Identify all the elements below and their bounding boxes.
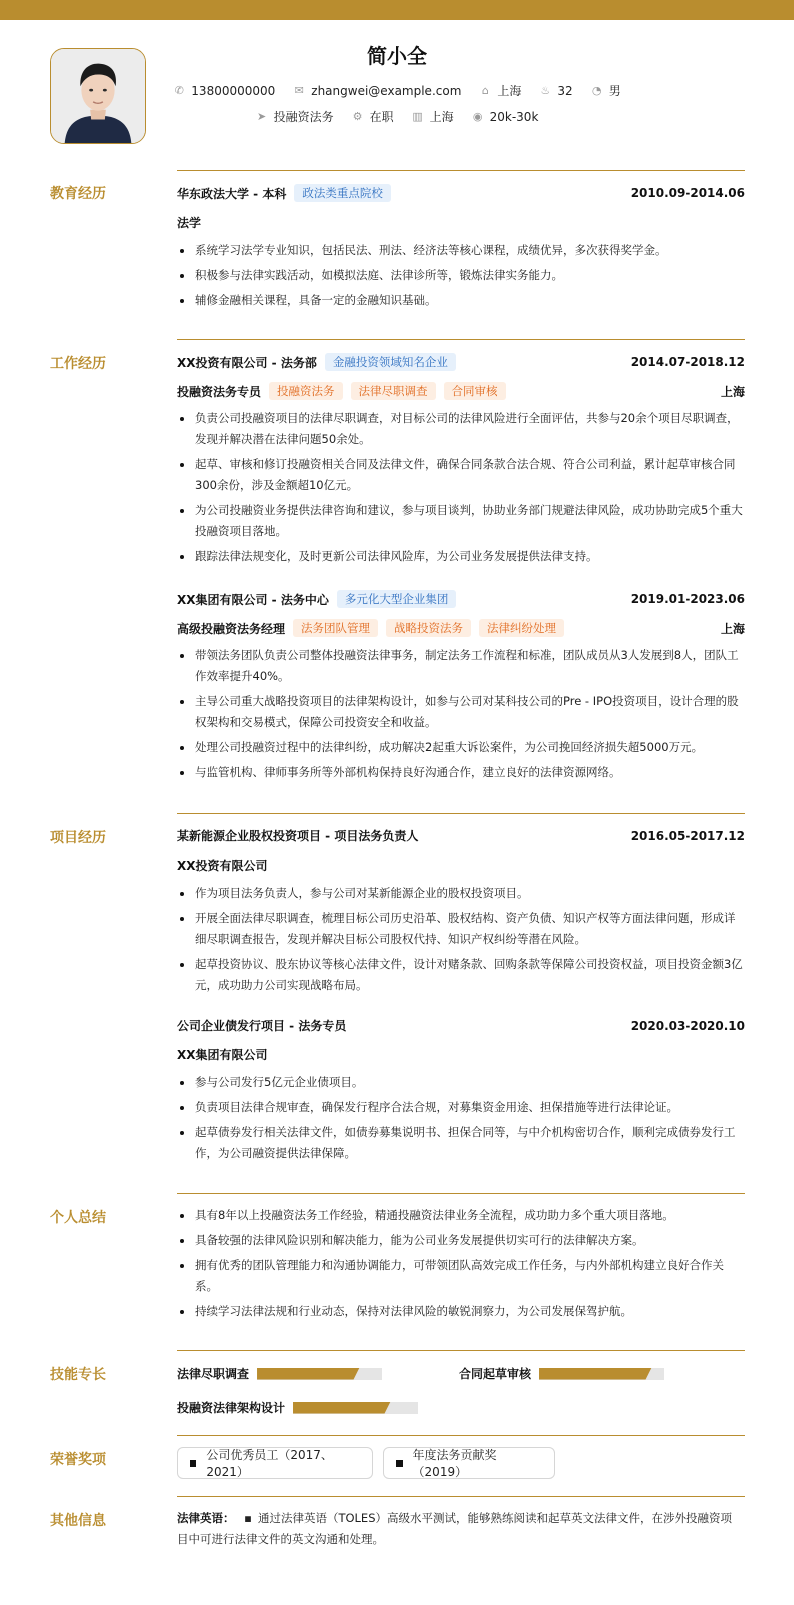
square-bullet-icon: [396, 1460, 403, 1467]
target-job-text: 投融资法务: [273, 110, 334, 124]
divider: [177, 1350, 745, 1351]
section-title-education: 教育经历: [50, 186, 106, 202]
send-icon: ➤: [256, 110, 267, 123]
age-item: [539, 82, 572, 99]
other-info: [177, 1508, 737, 1550]
section-title-other: 其他信息: [50, 1513, 106, 1529]
education-major: [177, 214, 745, 231]
intent-row: [0, 108, 794, 125]
company-tag: 金融投资领域知名企业: [325, 353, 456, 371]
target-city-item: [412, 108, 454, 125]
project-name: 公司企业债发行项目 - 法务专员: [177, 1019, 347, 1033]
list-item: 处理公司投融资过程中的法律纠纷，成功解决2起重大诉讼案件，为公司挽回经济损失超5000万元。: [177, 737, 745, 758]
divider: [177, 170, 745, 171]
work-header: [177, 353, 745, 371]
list-item: 起草、审核和修订投融资相关合同及法律文件，确保合同条款合法合规、符合公司利益，累计起草审核合同300余份，涉及金额超10亿元。: [177, 454, 745, 496]
project-name: 某新能源企业股权投资项目 - 项目法务负责人: [177, 829, 419, 843]
project-org: [177, 1046, 745, 1063]
section-title-project: 项目经历: [50, 830, 106, 846]
project-org: [177, 857, 745, 874]
job-title: 投融资法务专员: [177, 384, 262, 399]
summary-bullets: [177, 1205, 745, 1326]
city-text: 上海: [497, 84, 522, 98]
honor-text: 年度法务贡献奖（2019）: [412, 1448, 497, 1479]
list-item: 辅修金融相关课程，具备一定的金融知识基础。: [177, 290, 745, 311]
skill-bar: [539, 1368, 664, 1380]
project-date: 2016.05-2017.12: [630, 828, 745, 843]
job-title: 高级投融资法务经理: [177, 621, 286, 636]
company-name: XX集团有限公司 - 法务中心: [177, 592, 329, 607]
skill-bar: [293, 1402, 418, 1414]
money-icon: ◉: [472, 110, 483, 123]
status-item: [352, 108, 394, 125]
project-header: [177, 827, 745, 844]
skill-bar-fill: [257, 1368, 360, 1380]
salary-item: [472, 108, 539, 125]
project-date: 2020.03-2020.10: [630, 1018, 745, 1033]
email-item: [293, 82, 461, 99]
gender-item: [591, 82, 621, 99]
skill-item: [177, 1399, 418, 1416]
major-text: 法学: [177, 216, 202, 230]
list-item: 拥有优秀的团队管理能力和沟通协调能力，可带领团队高效完成工作任务，与内外部机构建立良好合作关系。: [177, 1255, 745, 1297]
section-title-skills: 技能专长: [50, 1367, 106, 1383]
list-item: 具有8年以上投融资法务工作经验，精通投融资法律业务全流程，成功助力多个重大项目落地。: [177, 1205, 745, 1226]
phone-item: [173, 82, 275, 99]
project-bullets: [177, 883, 745, 1000]
list-item: 开展全面法律尽职调查，梳理目标公司历史沿革、股权结构、资产负债、知识产权等方面法律问题，形成详细尽职调查报告，发现并解决目标公司股权代持、知识产权纠纷等潜在风险。: [177, 908, 745, 950]
list-item: 系统学习法学专业知识，包括民法、刑法、经济法等核心课程，成绩优异，多次获得奖学金。: [177, 240, 745, 261]
top-accent-bar: [0, 0, 794, 20]
city-item: [479, 82, 521, 99]
salary-text: 20k-30k: [489, 109, 539, 124]
list-item: 为公司投融资业务提供法律咨询和建议，参与项目谈判，协助业务部门规避法律风险，成功协助完成5个重大投融资项目落地。: [177, 500, 745, 542]
other-text: 通过法律英语（TOLES）高级水平测试，能够熟练阅读和起草英文法律文件，在涉外投融资项目中可进行法律文件的英文沟通和处理。: [177, 1511, 732, 1546]
education-bullets: [177, 240, 745, 315]
email-text: zhangwei@example.com: [311, 83, 462, 98]
skill-bar: [257, 1368, 382, 1380]
list-item: 主导公司重大战略投资项目的法律架构设计，如参与公司对某科技公司的Pre - IPO投资项目，设计合理的股权架构和交易模式，保障公司投资安全和收益。: [177, 691, 745, 733]
skill-bar-fill: [539, 1368, 652, 1380]
building-icon: ▥: [412, 110, 423, 123]
work-role: [177, 619, 745, 637]
work-date: 2014.07-2018.12: [630, 355, 745, 369]
work-date: 2019.01-2023.06: [630, 592, 745, 606]
work-role: [177, 382, 745, 400]
education-header: [177, 184, 745, 202]
age-text: 32: [557, 83, 573, 98]
skill-tag: 投融资法务: [269, 382, 343, 400]
skill-bar-fill: [293, 1402, 391, 1414]
home-icon: ⌂: [481, 84, 489, 97]
gender-icon: ◔: [591, 84, 602, 97]
list-item: 持续学习法律法规和行业动态，保持对法律风险的敏锐洞察力，为公司发展保驾护航。: [177, 1301, 745, 1322]
skill-name: 投融资法律架构设计: [177, 1401, 286, 1415]
list-item: 起草投资协议、股东协议等核心法律文件，设计对赌条款、回购条款等保障公司投资权益，项目投资金额3亿元，成功助力公司实现战略布局。: [177, 954, 745, 996]
list-item: 负责项目法律合规审查，确保发行程序合法合规，对募集资金用途、担保措施等进行法律论证。: [177, 1097, 745, 1118]
company-tag: 多元化大型企业集团: [337, 590, 457, 608]
status-text: 在职: [369, 110, 394, 124]
divider: [177, 339, 745, 340]
phone-text: 13800000000: [191, 83, 276, 98]
school-tag: 政法类重点院校: [294, 184, 391, 202]
list-item: 积极参与法律实践活动，如模拟法庭、法律诊所等，锻炼法律实务能力。: [177, 265, 745, 286]
divider: [177, 1496, 745, 1497]
list-item: 跟踪法律法规变化，及时更新公司法律风险库，为公司业务发展提供法律支持。: [177, 546, 745, 567]
list-item: 具备较强的法律风险识别和解决能力，能为公司业务发展提供切实可行的法律解决方案。: [177, 1230, 745, 1251]
work-bullets: [177, 408, 745, 571]
list-item: 作为项目法务负责人，参与公司对某新能源企业的股权投资项目。: [177, 883, 745, 904]
skill-name: 合同起草审核: [459, 1367, 532, 1381]
candidate-name: 简小全: [367, 44, 427, 68]
skill-tag: 战略投资法务: [386, 619, 471, 637]
skill-name: 法律尽职调查: [177, 1367, 250, 1381]
gender-text: 男: [608, 84, 621, 98]
list-item: 带领法务团队负责公司整体投融资法律事务，制定法务工作流程和标准，团队成员从3人发展到8人，团队工作效率提升40%。: [177, 645, 745, 687]
divider: [177, 1193, 745, 1194]
mail-icon: ✉: [294, 84, 304, 97]
work-location: 上海: [720, 384, 745, 399]
company-name: XX投资有限公司 - 法务部: [177, 355, 317, 370]
square-bullet-icon: [190, 1460, 196, 1467]
section-title-summary: 个人总结: [50, 1210, 106, 1226]
project-header: [177, 1017, 745, 1034]
section-title-work: 工作经历: [50, 356, 106, 372]
project-org-text: XX投资有限公司: [177, 859, 268, 873]
list-item: 参与公司发行5亿元企业债项目。: [177, 1072, 745, 1093]
phone-icon: ✆: [174, 84, 184, 97]
project-bullets: [177, 1072, 745, 1168]
skill-tag: 合同审核: [444, 382, 506, 400]
contact-row: [0, 82, 794, 99]
divider: [177, 1435, 745, 1436]
school-name: 华东政法大学 - 本科: [177, 186, 287, 201]
divider: [177, 813, 745, 814]
project-org-text: XX集团有限公司: [177, 1048, 268, 1062]
target-job-item: [256, 108, 334, 125]
honor-text: 公司优秀员工（2017、2021）: [206, 1448, 333, 1479]
education-date: 2010.09-2014.06: [630, 186, 745, 200]
other-label: 法律英语：: [177, 1511, 235, 1525]
list-item: 负责公司投融资项目的法律尽职调查，对目标公司的法律风险进行全面评估，共参与20余个项目尽职调查，发现并解决潜在法律问题50余处。: [177, 408, 745, 450]
skill-tag: 法律纠纷处理: [479, 619, 564, 637]
gear-icon: ⚙: [352, 110, 363, 123]
skill-tag: 法律尽职调查: [351, 382, 436, 400]
work-bullets: [177, 645, 745, 787]
honor-chip: [177, 1447, 373, 1479]
skill-tag: 法务团队管理: [293, 619, 378, 637]
list-item: 起草债券发行相关法律文件，如债券募集说明书、担保合同等，与中介机构密切合作，顺利完成债券发行工作，为公司融资提供法律保障。: [177, 1122, 745, 1164]
list-item: 与监管机构、律师事务所等外部机构保持良好沟通合作，建立良好的法律资源网络。: [177, 762, 745, 783]
honor-chip: [383, 1447, 555, 1479]
bullet-icon: ▪: [244, 1511, 252, 1525]
cake-icon: ♨: [540, 84, 551, 97]
skill-item: [177, 1365, 382, 1382]
work-location: 上海: [720, 621, 745, 636]
target-city-text: 上海: [429, 110, 454, 124]
skill-item: [459, 1365, 664, 1382]
section-title-honors: 荣誉奖项: [50, 1452, 106, 1468]
work-header: [177, 590, 745, 608]
